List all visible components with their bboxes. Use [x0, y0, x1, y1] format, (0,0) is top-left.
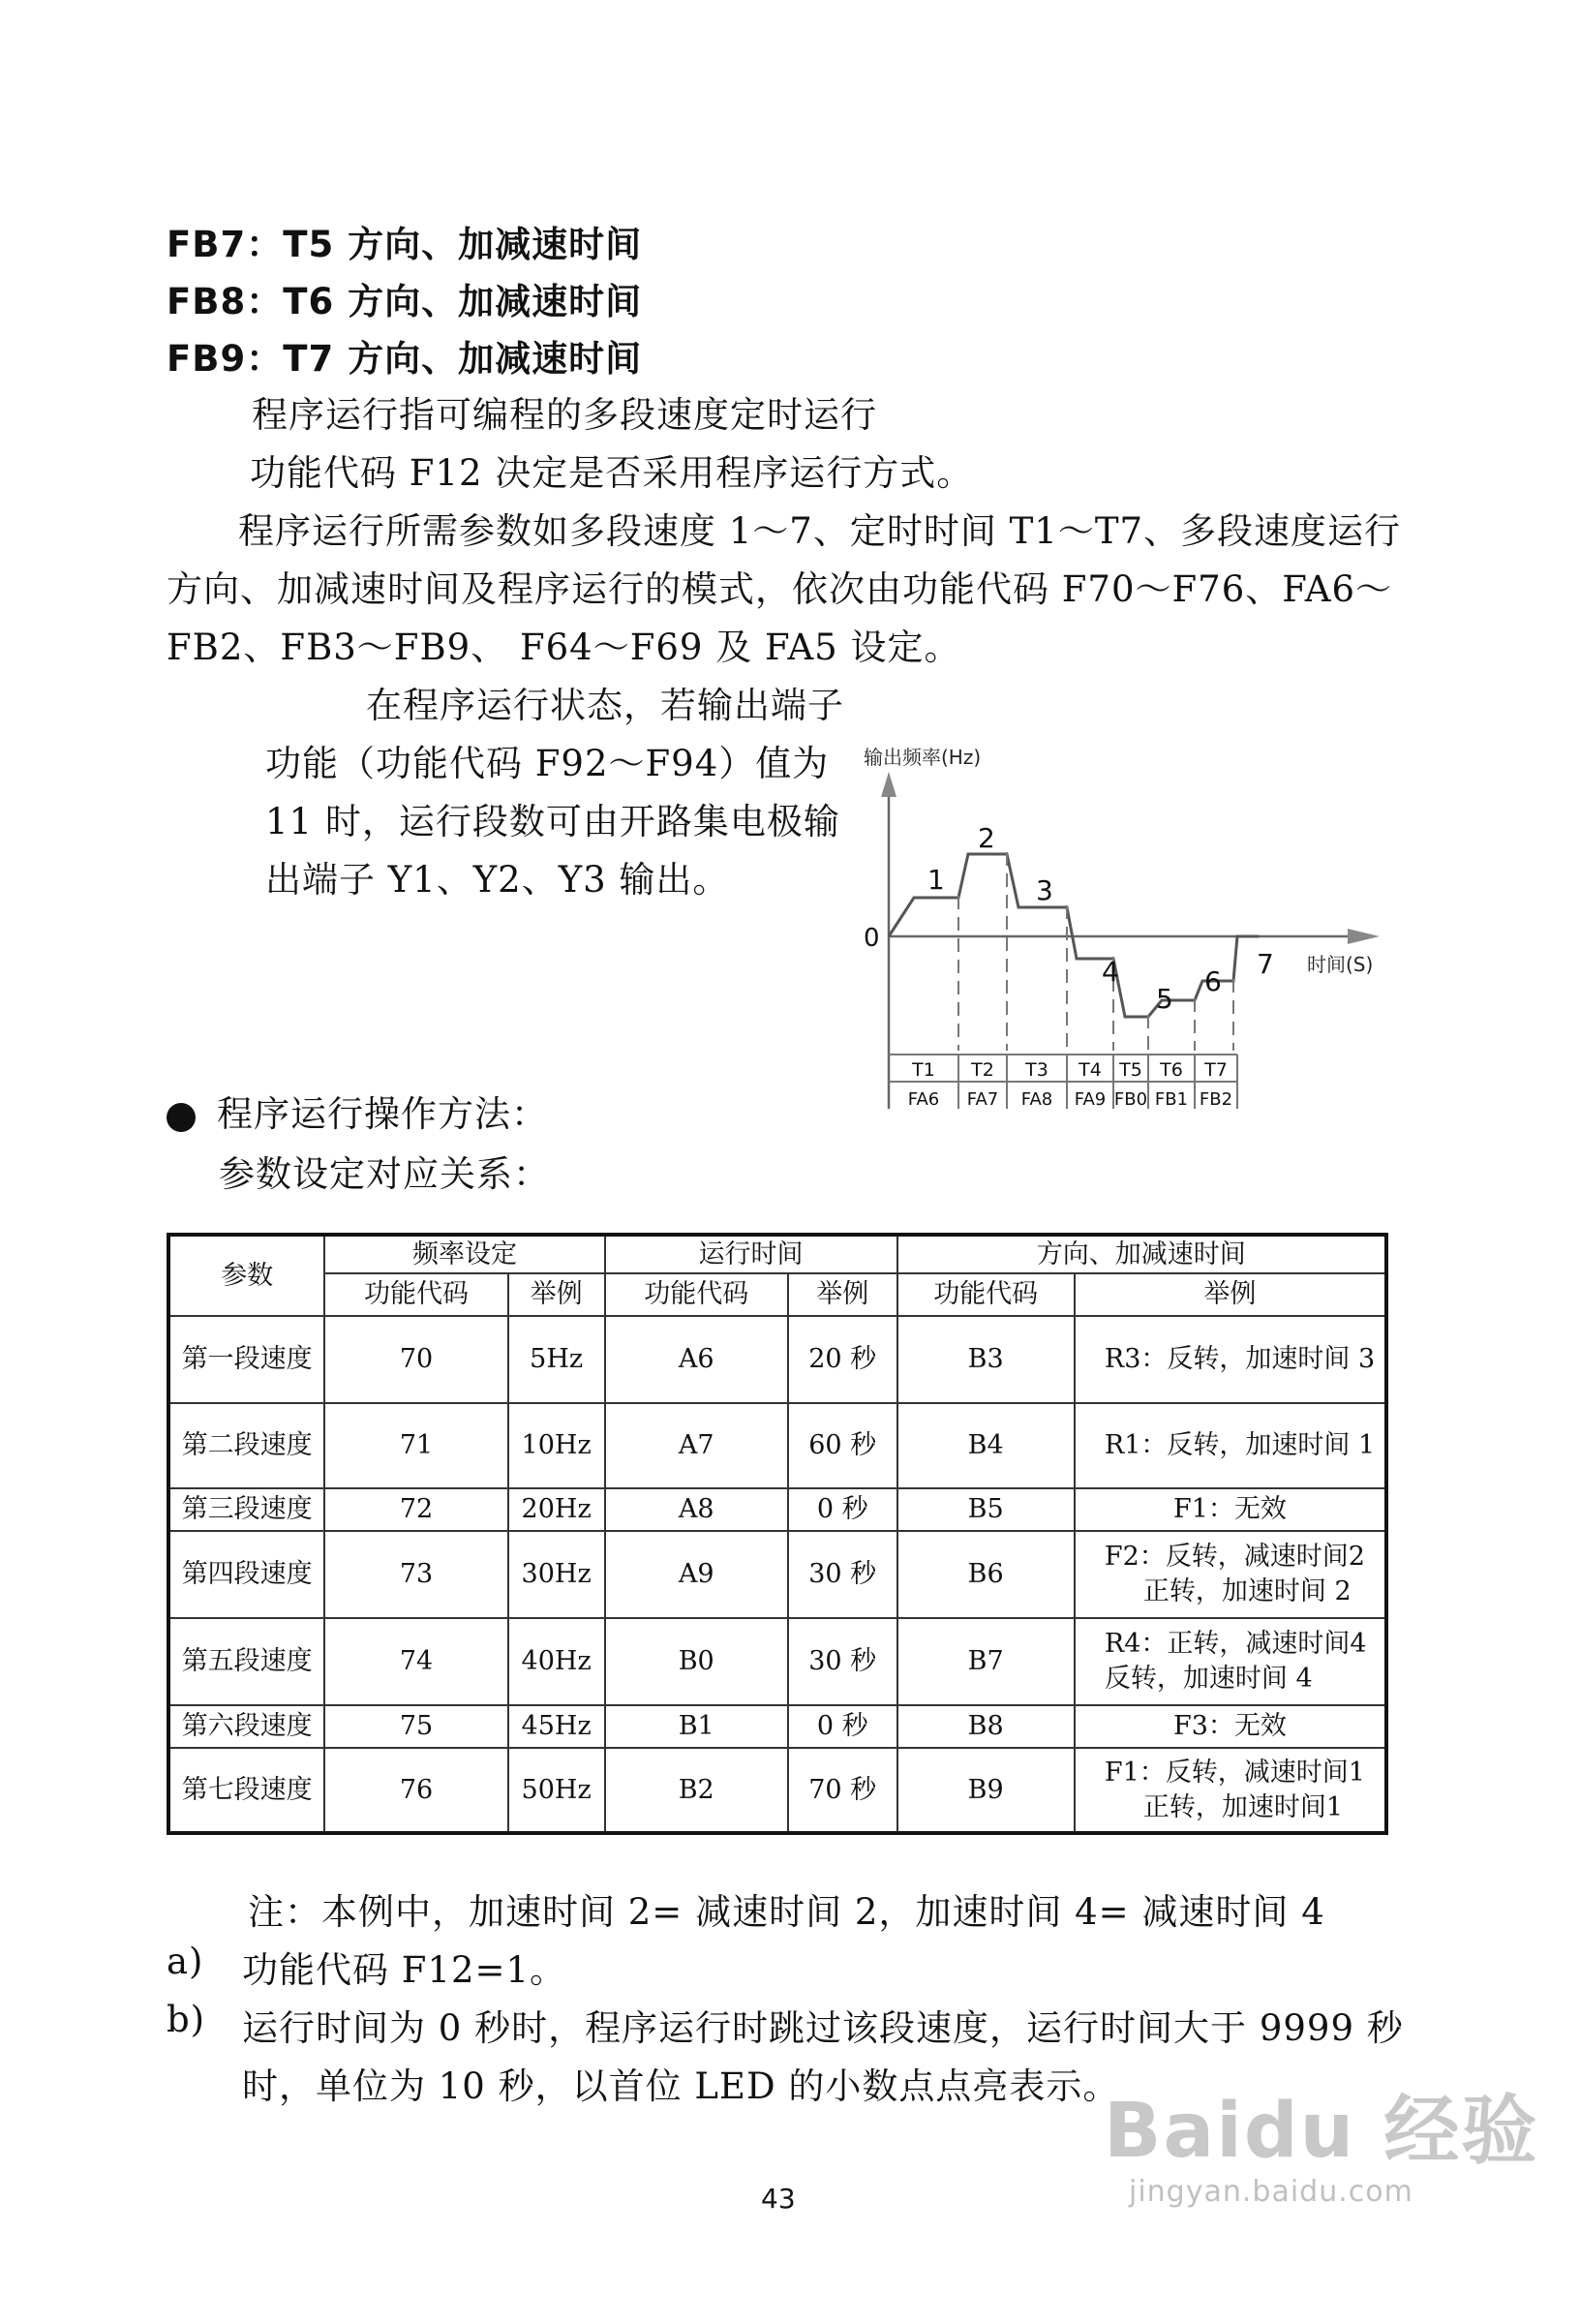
time-label-t7: T7	[1204, 1059, 1228, 1081]
step-label-7: 7	[1257, 948, 1274, 980]
cell-dir-example: F3：无效	[1075, 1705, 1386, 1748]
header-freq-example: 举例	[508, 1273, 605, 1316]
cell-dir-code: B7	[897, 1618, 1075, 1705]
cell-time-example: 0 秒	[788, 1488, 897, 1531]
code-label-fa9: FA9	[1074, 1089, 1107, 1110]
origin-label: 0	[864, 924, 880, 953]
cell-dir-example: R1：反转，加速时间 1	[1075, 1403, 1386, 1488]
code-label-fa8: FA8	[1020, 1089, 1053, 1110]
table-row	[168, 1618, 1386, 1705]
cell-time-code: A8	[605, 1488, 788, 1531]
header-dir-code: 功能代码	[897, 1273, 1075, 1316]
cell-time-code: B2	[605, 1748, 788, 1833]
method-title	[167, 1085, 548, 1137]
table-row	[168, 1403, 1386, 1488]
baidu-watermark-logo: Baidu 经验	[1104, 2088, 1539, 2175]
step-label-2: 2	[978, 822, 995, 854]
paragraph-definition: 程序运行指可编程的多段速度定时运行	[252, 394, 877, 436]
step-label-6: 6	[1204, 965, 1222, 997]
cell-name: 第七段速度	[168, 1748, 324, 1833]
cell-time-code: B0	[605, 1618, 788, 1705]
cell-freq-example: 10Hz	[508, 1403, 605, 1488]
time-label-t1: T1	[912, 1059, 935, 1081]
code-label-fa7: FA7	[966, 1089, 999, 1110]
cell-dir-example: F2：反转，减速时间2 正转，加速时间 2	[1075, 1531, 1386, 1618]
method-title-text: 程序运行操作方法：	[217, 1093, 548, 1135]
heading-fb8: FB8：T6 方向、加减速时间	[167, 281, 643, 322]
paragraph-output-line1: 在程序运行状态，若输出端子	[366, 685, 844, 726]
code-label-fa6: FA6	[907, 1089, 940, 1110]
cell-dir-code: B6	[897, 1531, 1075, 1618]
cell-freq-example: 50Hz	[508, 1748, 605, 1833]
item-a-text: 功能代码 F12=1。	[242, 1949, 567, 1991]
cell-time-example: 60 秒	[788, 1403, 897, 1488]
cell-name: 第一段速度	[168, 1316, 324, 1403]
step-label-5: 5	[1156, 983, 1173, 1015]
cell-name: 第三段速度	[168, 1488, 324, 1531]
time-label-t6: T6	[1160, 1059, 1183, 1081]
relation-title: 参数设定对应关系：	[219, 1153, 550, 1195]
table-row	[168, 1316, 1386, 1403]
cell-dir-code: B5	[897, 1488, 1075, 1531]
cell-name: 第四段速度	[168, 1531, 324, 1618]
time-label-t4: T4	[1079, 1059, 1102, 1081]
y-axis-arrow	[881, 772, 896, 797]
cell-freq-code: 71	[324, 1403, 507, 1488]
time-label-t3: T3	[1025, 1059, 1048, 1081]
cell-time-example: 20 秒	[788, 1316, 897, 1403]
step-label-3: 3	[1036, 874, 1053, 906]
cell-freq-example: 30Hz	[508, 1531, 605, 1618]
step-label-4: 4	[1102, 956, 1119, 988]
cell-name: 第六段速度	[168, 1705, 324, 1748]
cell-time-example: 30 秒	[788, 1618, 897, 1705]
cell-dir-example: R3：反转，加速时间 3	[1075, 1316, 1386, 1403]
cell-freq-example: 45Hz	[508, 1705, 605, 1748]
time-label-t2: T2	[971, 1059, 994, 1081]
segment-dividers	[958, 852, 1233, 1051]
cell-freq-code: 72	[324, 1488, 507, 1531]
cell-dir-example: F1：无效	[1075, 1488, 1386, 1531]
time-label-t5: T5	[1119, 1059, 1142, 1081]
bullet-icon	[167, 1103, 196, 1132]
code-label-fb0: FB0	[1113, 1089, 1148, 1110]
cell-time-code: A6	[605, 1316, 788, 1403]
cell-time-code: A9	[605, 1531, 788, 1618]
cell-dir-example: R4：正转，减速时间4 反转，加速时间 4	[1075, 1618, 1386, 1705]
x-axis-arrow	[1348, 929, 1380, 944]
header-time-code: 功能代码	[605, 1273, 788, 1316]
code-label-fb1: FB1	[1154, 1089, 1189, 1110]
cell-dir-code: B3	[897, 1316, 1075, 1403]
header-freq: 频率设定	[324, 1235, 604, 1273]
table-row	[168, 1748, 1386, 1833]
paragraph-params-line1: 程序运行所需参数如多段速度 1～7、定时时间 T1～T7、多段速度运行	[238, 510, 1402, 552]
cell-freq-code: 76	[324, 1748, 507, 1833]
cell-dir-code: B4	[897, 1403, 1075, 1488]
parameter-table	[167, 1233, 1388, 1835]
item-b-label: b)	[167, 1999, 206, 2040]
heading-fb7: FB7：T5 方向、加减速时间	[167, 224, 643, 265]
step-label-1: 1	[927, 864, 945, 896]
heading-fb9: FB9：T7 方向、加减速时间	[167, 338, 643, 380]
cell-freq-code: 74	[324, 1618, 507, 1705]
header-time-example: 举例	[788, 1273, 897, 1316]
header-freq-code: 功能代码	[324, 1273, 507, 1316]
paragraph-params-line2: 方向、加减速时间及程序运行的模式，依次由功能代码 F70～F76、FA6～	[167, 568, 1392, 610]
header-dir-example: 举例	[1075, 1273, 1386, 1316]
paragraph-params-line3: FB2、FB3～FB9、 F64～F69 及 FA5 设定。	[167, 627, 961, 668]
table-row	[168, 1705, 1386, 1748]
y-axis-label: 输出频率(Hz)	[864, 746, 982, 769]
cell-name: 第二段速度	[168, 1403, 324, 1488]
cell-freq-example: 20Hz	[508, 1488, 605, 1531]
header-dir: 方向、加减速时间	[897, 1235, 1386, 1273]
cell-time-code: B1	[605, 1705, 788, 1748]
header-param: 参数	[168, 1235, 324, 1316]
paragraph-output-line3: 11 时，运行段数可由开路集电极输	[265, 801, 840, 842]
cell-name: 第五段速度	[168, 1618, 324, 1705]
page-number: 43	[761, 2183, 796, 2215]
cell-dir-example: F1：反转，减速时间1 正转，加速时间1	[1075, 1748, 1386, 1833]
cell-freq-code: 75	[324, 1705, 507, 1748]
paragraph-f12: 功能代码 F12 决定是否采用程序运行方式。	[250, 452, 974, 494]
paragraph-output-line4: 出端子 Y1、Y2、Y3 输出。	[265, 859, 730, 901]
program-run-diagram	[852, 731, 1413, 1138]
paragraph-output-line2: 功能（功能代码 F92～F94）值为	[265, 743, 830, 784]
cell-time-example: 70 秒	[788, 1748, 897, 1833]
cell-freq-code: 73	[324, 1531, 507, 1618]
code-label-fb2: FB2	[1199, 1089, 1233, 1110]
table-row	[168, 1488, 1386, 1531]
x-axis-label: 时间(S)	[1307, 953, 1374, 976]
note-text: 注：本例中，加速时间 2= 减速时间 2，加速时间 4= 减速时间 4	[248, 1891, 1325, 1933]
item-a-label: a)	[167, 1941, 204, 1982]
cell-freq-example: 5Hz	[508, 1316, 605, 1403]
cell-time-example: 30 秒	[788, 1531, 897, 1618]
cell-freq-code: 70	[324, 1316, 507, 1403]
item-b-text-line2: 时，单位为 10 秒，以首位 LED 的小数点点亮表示。	[242, 2065, 1120, 2107]
baidu-watermark-url: jingyan.baidu.com	[1129, 2175, 1413, 2209]
item-b-text-line1: 运行时间为 0 秒时，程序运行时跳过该段速度，运行时间大于 9999 秒	[242, 2007, 1404, 2049]
header-time: 运行时间	[605, 1235, 897, 1273]
cell-dir-code: B9	[897, 1748, 1075, 1833]
table-row	[168, 1531, 1386, 1618]
cell-freq-example: 40Hz	[508, 1618, 605, 1705]
cell-time-code: A7	[605, 1403, 788, 1488]
cell-dir-code: B8	[897, 1705, 1075, 1748]
cell-time-example: 0 秒	[788, 1705, 897, 1748]
